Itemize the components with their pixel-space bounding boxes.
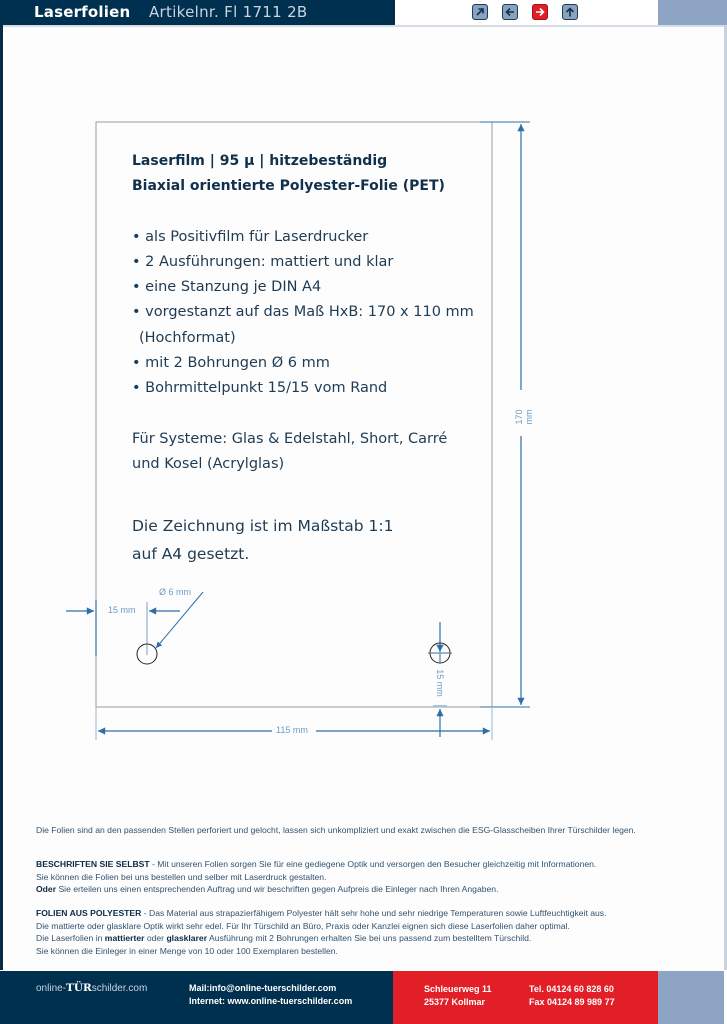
footer-fax: Fax 04124 89 989 77 [529,997,615,1007]
spec-bullet-continuation: (Hochformat) [139,330,236,346]
hole-diameter-label: Ø 6 mm [159,587,192,597]
height-dimension-label: 170 mm [514,409,534,425]
spec-bullet: • eine Stanzung je DIN A4 [132,279,322,295]
spec-bullet: • Bohrmittelpunkt 15/15 vom Rand [132,380,388,396]
spec-heading-2: Biaxial orientierte Polyester-Folie (PET) [132,178,445,194]
footer-accent-block [658,971,724,1024]
spec-bullet: • vorgestanzt auf das Maß HxB: 170 x 110 mm [132,304,474,320]
brand-logo[interactable]: online-TÜRschilder.com [36,982,148,994]
footer-mail[interactable]: Mail:info@online-tuerschilder.com [189,983,337,993]
systems-text: Für Systeme: Glas & Edelstahl, Short, Carré [132,431,448,447]
hole-offset-y-label: 15 mm [435,669,445,697]
info-paragraph-2: BESCHRIFTEN SIE SELBST - Mit unseren Folien sorgen Sie für eine gediegene Optik und versorgen den Besucher gleichzeitig mit Informationen. Sie können die Folien bei uns bestellen und selber mit Laserdruck gestalten. Oder Sie erteilen uns einen entsprechenden Auftrag und wir beschriften gegen Aufpreis die Einleger nach Ihren Angaben. [36,859,597,894]
spec-bullet: • mit 2 Bohrungen Ø 6 mm [132,355,330,371]
footer-internet[interactable]: Internet: www.online-tuerschilder.com [189,996,353,1006]
spec-bullet: • 2 Ausführungen: mattiert und klar [132,254,394,270]
scale-note: Die Zeichnung ist im Maßstab 1:1 [132,517,394,535]
footer-street: Schleuerweg 11 [424,984,492,994]
info-paragraph-1: Die Folien sind an den passenden Stellen perforiert und gelocht, lassen sich unkompliziert und exakt zwischen die ESG-Glasscheiben Ihrer Türschilder legen. [36,825,636,835]
width-dimension-label: 115 mm [276,725,308,735]
info-paragraph-3: FOLIEN AUS POLYESTER - Das Material aus strapazierfähigem Polyester hält sehr hohe und sehr niedrige Temperaturen sowie Luftfeuchtigkeit aus. Die mattierte oder glasklare Optik wirkt sehr edel. Für Ihr Türschild an Büro, Praxis oder Kanzlei eignen sich diese Laserfolien daher optimal. Die Laserfolien in mattierter oder glasklarer Ausführung mit 2 Bohrungen erhalten Sie bei uns passend zum bestelltem Türschild. Sie können die Einleger in einer Menge von 10 oder 100 Exemplaren bestellen. [36,908,607,956]
footer-phone: Tel. 04124 60 828 60 [529,984,614,994]
footer-city: 25377 Kollmar [424,997,486,1007]
systems-text: und Kosel (Acrylglas) [132,456,285,472]
article-number: Artikelnr. Fl 1711 2B [149,3,308,21]
scale-note: auf A4 gesetzt. [132,545,250,563]
page-title: Laserfolien [34,3,131,21]
spec-heading-1: Laserfilm | 95 µ | hitzebeständig [132,153,388,169]
spec-bullet: • als Positivfilm für Laserdrucker [132,229,369,245]
hole-offset-x-label: 15 mm [108,605,136,615]
film-outline [96,122,492,707]
